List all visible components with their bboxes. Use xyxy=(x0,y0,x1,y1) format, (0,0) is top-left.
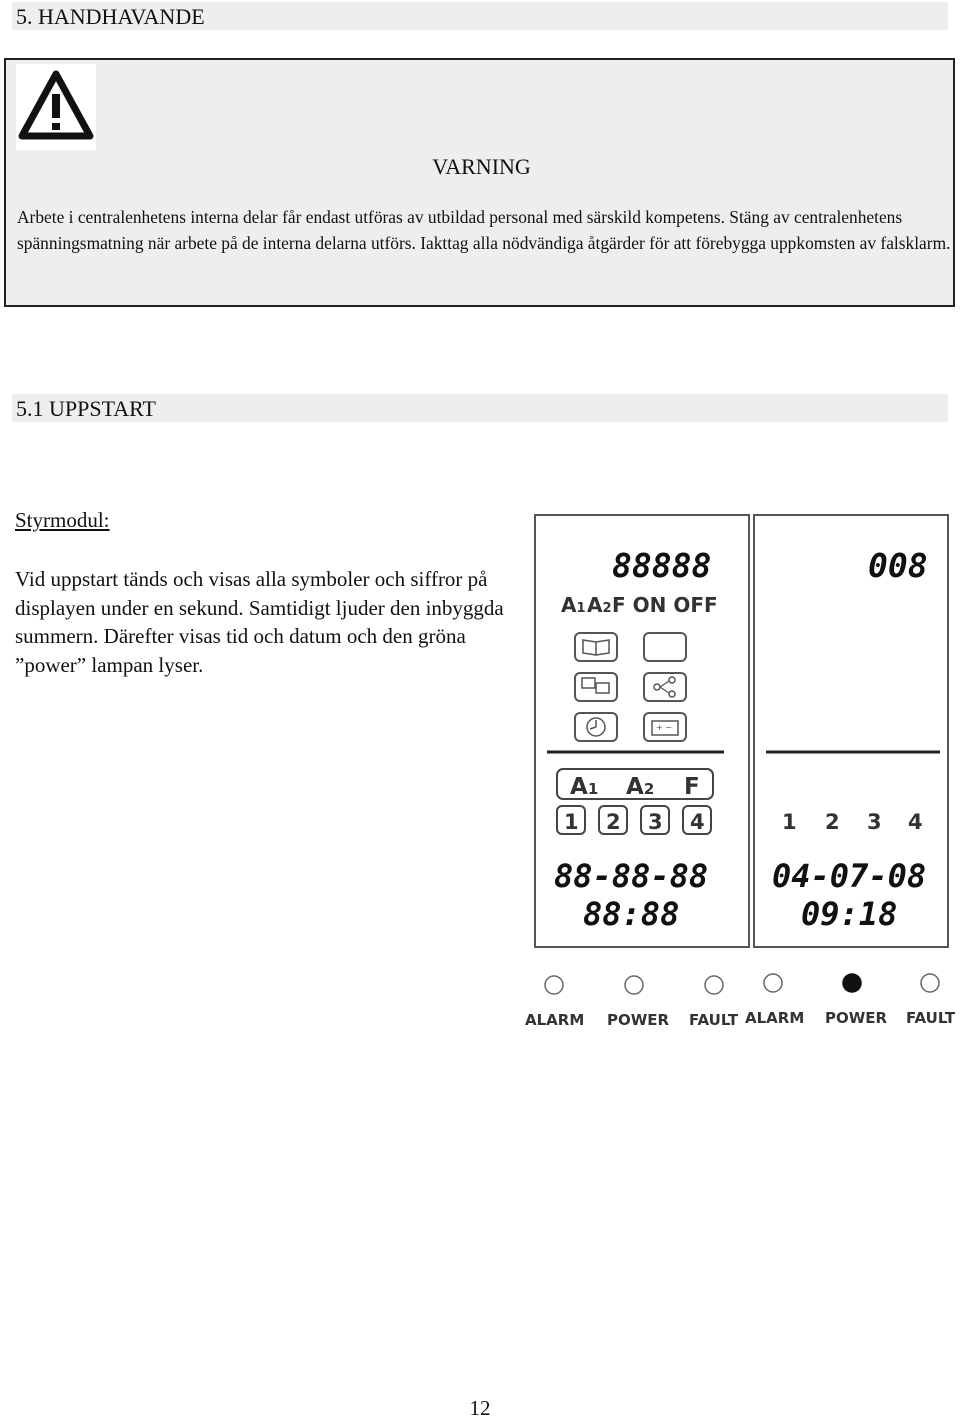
styrmodul-text: Vid uppstart tänds och visas alla symboler och siffror på displayen under en sekund. Samtidigt ljuder den inbyggda summern. Därefter visas tid och datum och den gröna ”power” lampan lyser. xyxy=(15,567,504,677)
warning-box xyxy=(4,58,955,307)
warning-text: Arbete i centralenhetens interna delar får endast utföras av utbildad personal med särskild kompetens. Stäng av centralenhetens spänningsmatning när arbete på de interna delarna utförs. Iakttag alla nödvändiga åtgärder för att förebygga uppkomsten av falsklarm. xyxy=(17,207,951,253)
section-title: 5. HANDHAVANDE xyxy=(16,4,205,29)
led-left-alarm-label: ALARM xyxy=(525,1011,585,1029)
left-zone-1: 1 xyxy=(564,810,579,834)
led-left-fault-label: FAULT xyxy=(689,1011,739,1029)
right-time: 09:18 xyxy=(801,895,898,933)
left-date: 88-88-88 xyxy=(554,857,709,895)
right-zone-4: 4 xyxy=(908,810,923,834)
led-left-power-label: POWER xyxy=(607,1011,670,1029)
led-left-alarm xyxy=(545,976,563,994)
left-status-a1: A1 xyxy=(561,593,586,617)
left-status-text: F ON OFF xyxy=(612,593,718,617)
left-time: 88:88 xyxy=(583,895,680,933)
left-zone-3: 3 xyxy=(648,810,663,834)
left-alarm-a1: A1 xyxy=(570,774,599,800)
led-row xyxy=(525,974,956,1029)
svg-text:+ −: + − xyxy=(656,723,672,732)
led-left-power xyxy=(625,976,643,994)
left-alarm-f: F xyxy=(684,774,700,800)
section-heading-bar xyxy=(12,2,948,30)
led-right-power xyxy=(843,974,861,992)
left-top-digits: 88888 xyxy=(612,546,712,585)
warning-triangle-icon xyxy=(16,64,96,150)
left-zone-4: 4 xyxy=(690,810,705,834)
left-alarm-a2: A2 xyxy=(626,774,655,800)
right-zone-3: 3 xyxy=(867,810,882,834)
subsection-heading-bar xyxy=(12,394,948,422)
control-panel-illustration xyxy=(520,505,960,1035)
led-left-fault xyxy=(705,976,723,994)
led-right-fault xyxy=(921,974,939,992)
left-zone-2: 2 xyxy=(606,810,621,834)
right-top-digits: 008 xyxy=(868,546,928,585)
led-right-fault-label: FAULT xyxy=(906,1009,956,1027)
warning-title: VARNING xyxy=(432,154,531,179)
right-zone-2: 2 xyxy=(825,810,840,834)
left-status-a2: A2 xyxy=(587,593,612,617)
led-right-alarm-label: ALARM xyxy=(745,1009,805,1027)
page-number: 12 xyxy=(469,1396,491,1420)
led-right-power-label: POWER xyxy=(825,1009,888,1027)
subsection-title: 5.1 UPPSTART xyxy=(16,396,156,421)
styrmodul-title: Styrmodul: xyxy=(15,508,110,532)
right-zone-1: 1 xyxy=(782,810,797,834)
led-right-alarm xyxy=(764,974,782,992)
right-date: 04-07-08 xyxy=(772,857,927,895)
